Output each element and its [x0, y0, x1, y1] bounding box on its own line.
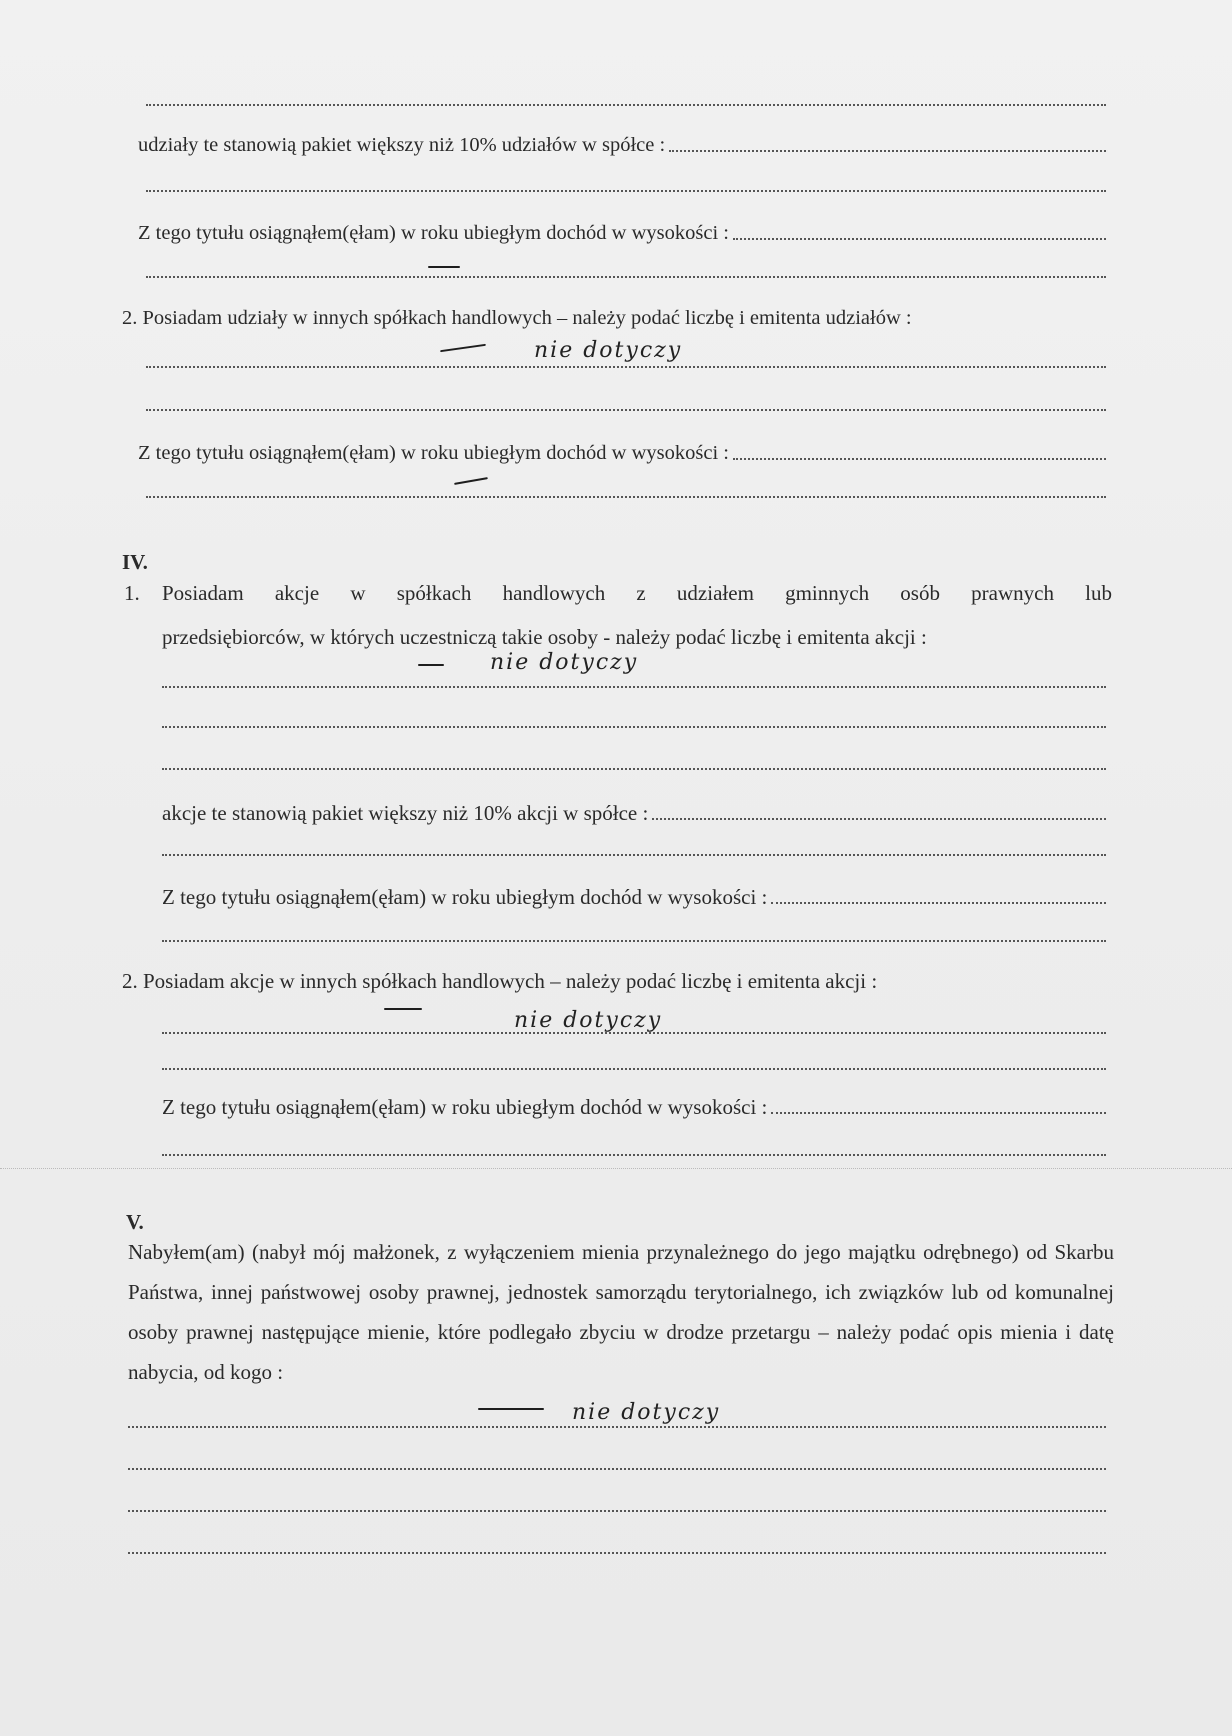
- item-number: 1.: [124, 581, 140, 605]
- handwritten-answer: nie dotyczy: [534, 338, 683, 363]
- handwritten-answer: nie dotyczy: [572, 1400, 721, 1425]
- section-heading-v: V.: [126, 1210, 144, 1234]
- blank-line: [146, 104, 1106, 106]
- answer-line: [162, 1032, 1106, 1034]
- section-separator: [0, 1168, 1232, 1169]
- income-row: [138, 220, 1106, 246]
- shares-over-10-row: [162, 800, 1106, 826]
- akcje-item-1-text-continued: przedsiębiorców, w których uczestniczą takie osoby - należy podać liczbę i emitenta akcji :: [162, 625, 927, 649]
- blank-line: [162, 854, 1106, 856]
- handwritten-dash: [440, 344, 486, 352]
- handwritten-dash: [478, 1408, 544, 1410]
- blank-line: [146, 190, 1106, 192]
- blank-line: [162, 768, 1106, 770]
- handwritten-answer: nie dotyczy: [514, 1008, 663, 1033]
- handwritten-answer: nie dotyczy: [490, 650, 639, 675]
- handwritten-dash: [428, 266, 460, 268]
- shares-over-10-row: [138, 132, 1106, 158]
- blank-line: [128, 1468, 1106, 1470]
- blank-line: [128, 1510, 1106, 1512]
- answer-line: [146, 366, 1106, 368]
- blank-line: [146, 496, 1106, 498]
- income-label: Z tego tytułu osiągnąłem(ęłam) w roku ubiegłym dochód w wysokości :: [138, 442, 729, 464]
- blank-line: [162, 1068, 1106, 1070]
- akcje-item-1-text: Posiadam akcje w spółkach handlowych z udziałem gminnych osób prawnych lub: [162, 581, 1112, 605]
- income-label: Z tego tytułu osiągnąłem(ęłam) w roku ubiegłym dochód w wysokości :: [162, 885, 768, 909]
- section-v-paragraph: Nabyłem(am) (nabył mój małżonek, z wyłączeniem mienia przynależnego do jego majątku odrębnego) od Skarbu Państwa, innej państwowej osoby prawnej, jednostek samorządu terytorialnego, ich związków lub od komunalnej osoby prawnej następujące mienie, które podlegało zbyciu w drodze przetargu – należy podać opis mienia i datę nabycia, od kogo :: [128, 1240, 1114, 1384]
- answer-line: [128, 1426, 1106, 1428]
- akcje-item-2-label: 2. Posiadam akcje w innych spółkach handlowych – należy podać liczbę i emitenta akcji :: [122, 969, 878, 993]
- blank-line: [162, 1154, 1106, 1156]
- income-row: [162, 1094, 1106, 1120]
- blank-line: [162, 726, 1106, 728]
- handwritten-dash: [418, 664, 444, 666]
- udzialy-item-2-label: 2. Posiadam udziały w innych spółkach handlowych – należy podać liczbę i emitenta udziałów :: [122, 307, 912, 329]
- handwritten-dash: [384, 1008, 422, 1010]
- blank-line: [146, 276, 1106, 278]
- income-label: Z tego tytułu osiągnąłem(ęłam) w roku ubiegłym dochód w wysokości :: [138, 222, 729, 244]
- blank-line: [128, 1552, 1106, 1554]
- shares-over-10-label: akcje te stanowią pakiet większy niż 10% akcji w spółce :: [162, 801, 649, 825]
- blank-line: [162, 940, 1106, 942]
- handwritten-dash: [454, 477, 488, 485]
- answer-line: [162, 686, 1106, 688]
- section-heading-iv: IV.: [122, 550, 148, 574]
- shares-over-10-label: udziały te stanowią pakiet większy niż 10% udziałów w spółce :: [138, 134, 666, 156]
- income-label: Z tego tytułu osiągnąłem(ęłam) w roku ubiegłym dochód w wysokości :: [162, 1095, 768, 1119]
- blank-line: [146, 409, 1106, 411]
- income-row: [138, 440, 1106, 466]
- income-row: [162, 884, 1106, 910]
